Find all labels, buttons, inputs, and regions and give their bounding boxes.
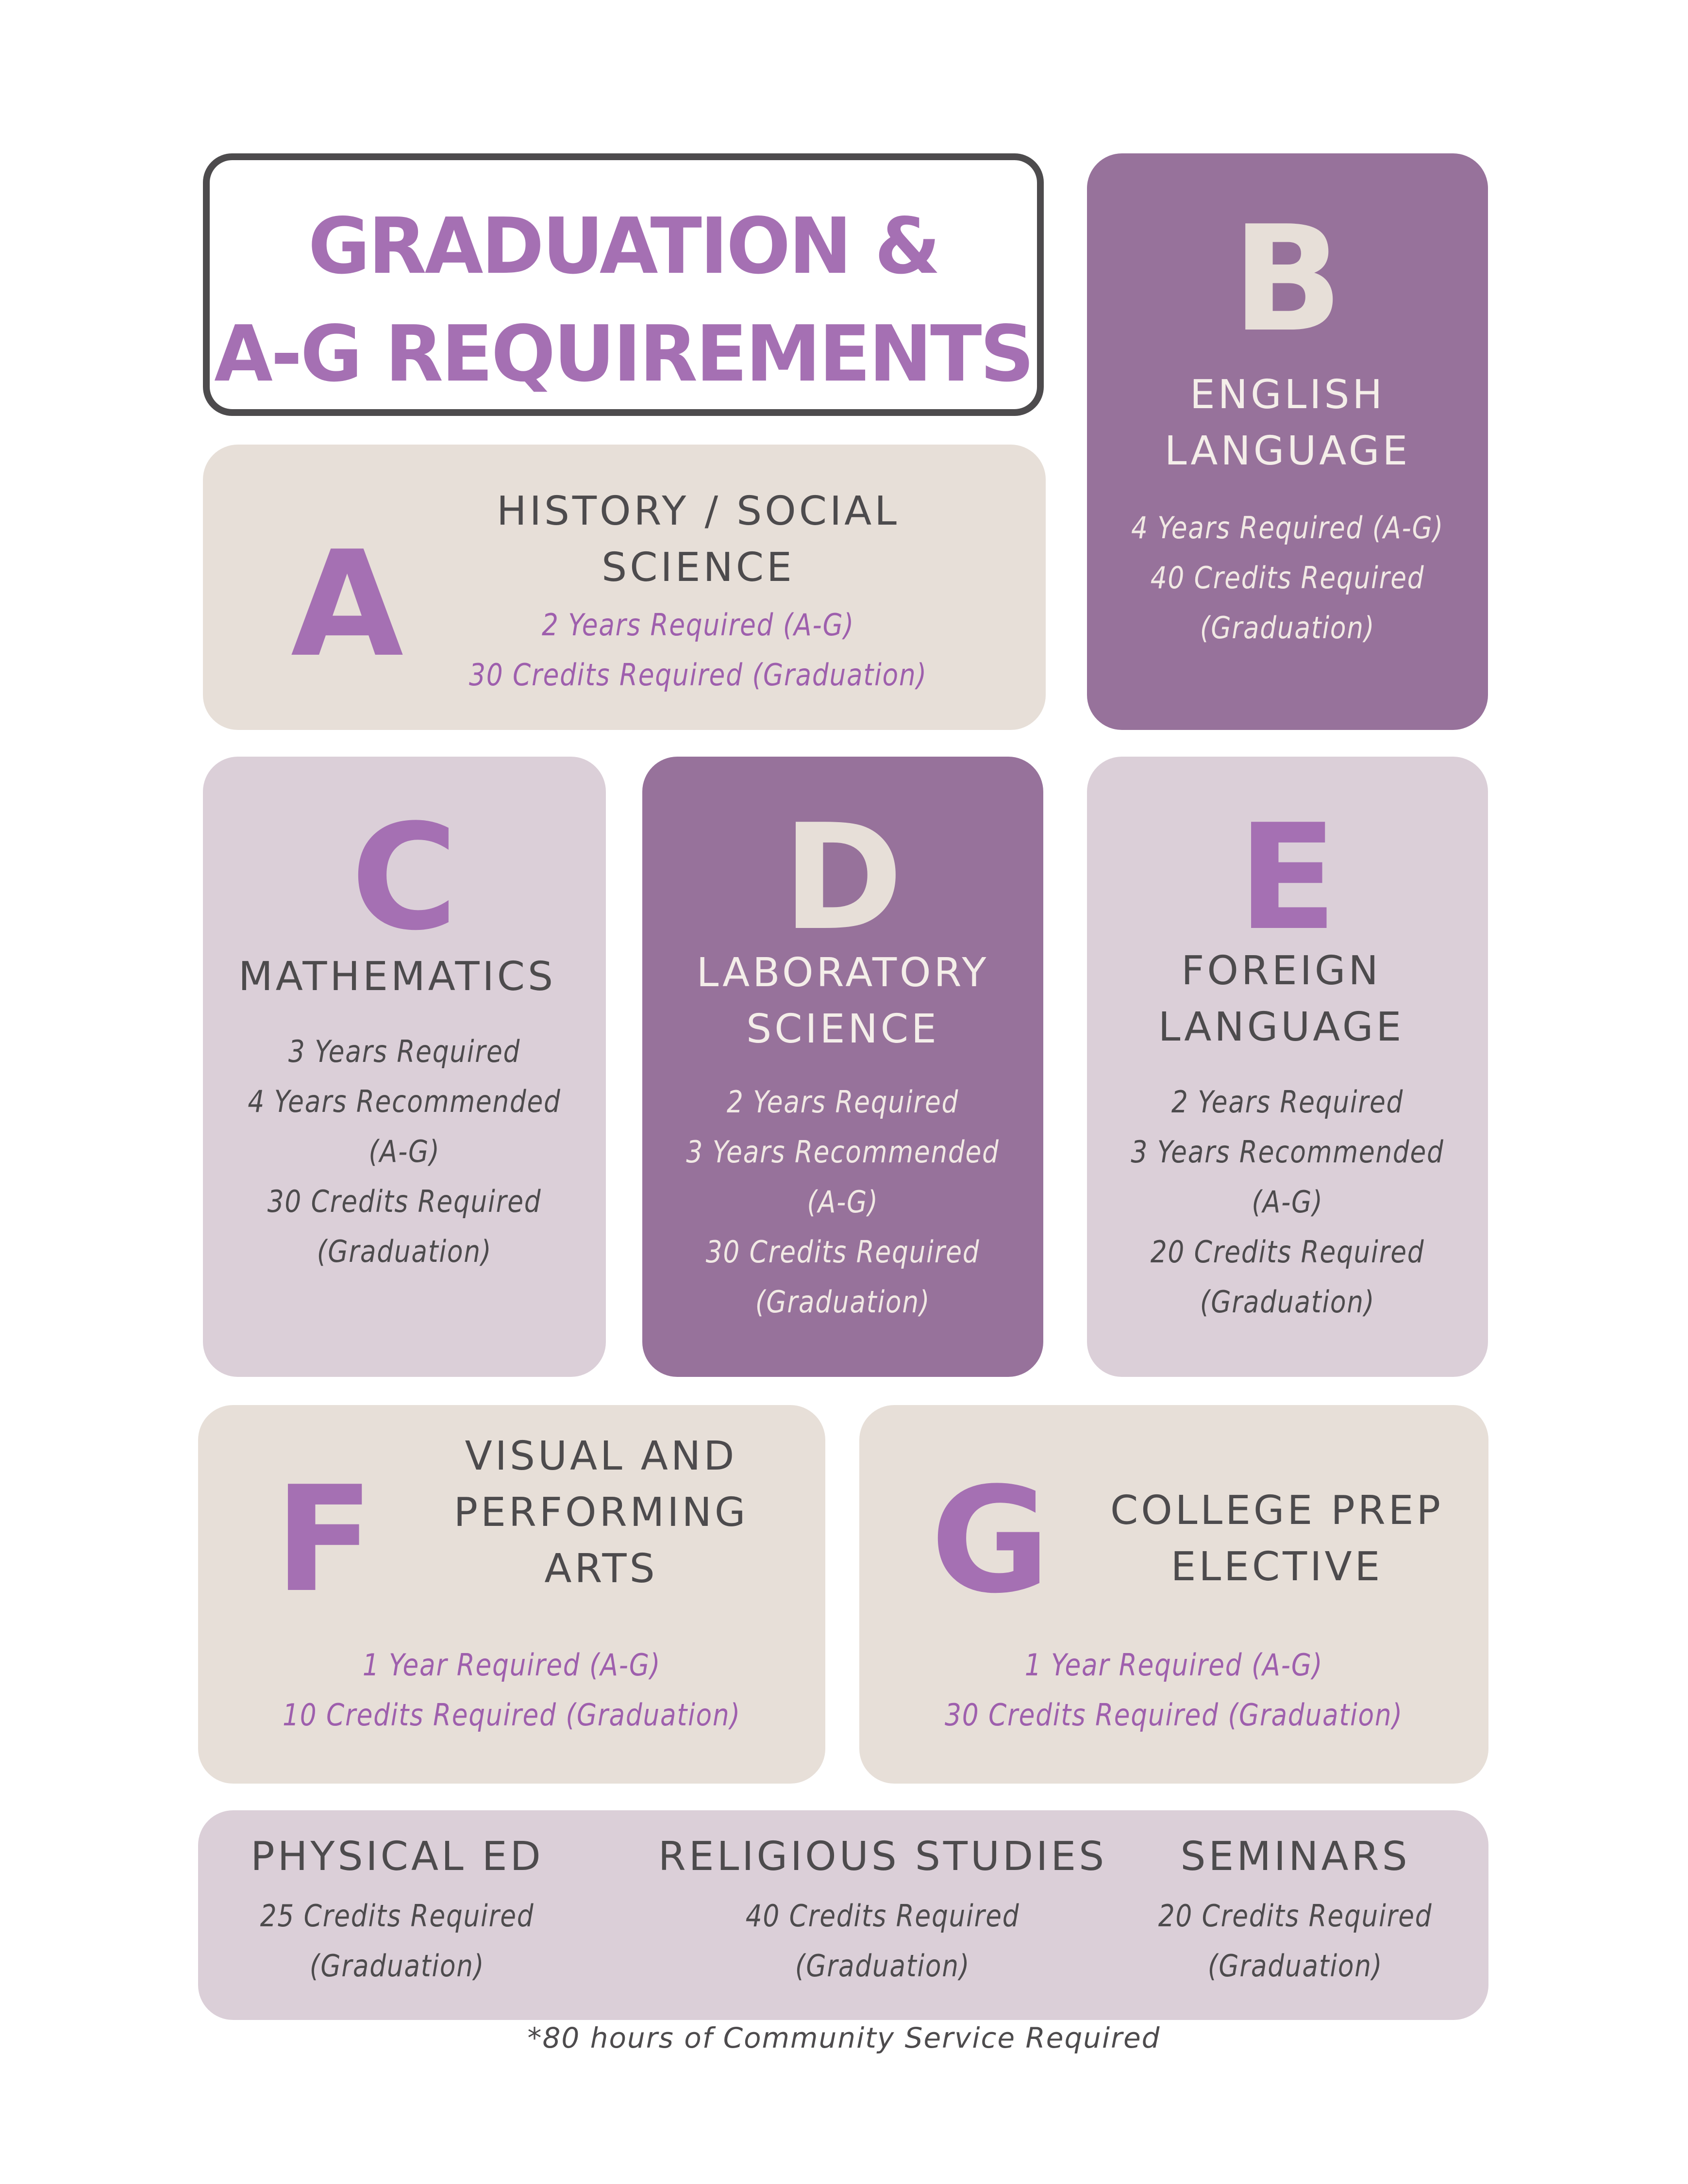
footnote: *80 hours of Community Service Required (527, 2021, 1161, 2054)
section-c-card (203, 757, 606, 1377)
section-g-letter: G (930, 1456, 1051, 1625)
section-b-details: 4 Years Required (A-G) 40 Credits Required (Graduation) (1131, 510, 1444, 645)
section-d-letter: D (782, 793, 903, 962)
section-e-heading: FOREIGN LANGUAGE (1158, 948, 1404, 1050)
other-requirements-card (198, 1810, 1488, 2020)
physical-ed-heading: PHYSICAL ED (251, 1834, 544, 1880)
page-title-line-1: GRADUATION & (308, 201, 939, 291)
section-d-details: 2 Years Required 3 Years Recommended (A-G) 30 Credits Required (Graduation) (686, 1084, 1000, 1320)
section-d-card (642, 757, 1043, 1377)
section-c-details: 3 Years Required 4 Years Recommended (A-G) 30 Credits Required (Graduation) (248, 1034, 561, 1269)
section-f-heading: VISUAL AND PERFORMING ARTS (453, 1433, 749, 1592)
section-a-letter: A (290, 520, 404, 689)
page-title-line-2: A-G REQUIREMENTS (214, 309, 1033, 399)
section-f-letter: F (274, 1455, 374, 1624)
section-b-letter: B (1232, 195, 1343, 364)
section-d-heading: LABORATORY SCIENCE (696, 950, 989, 1052)
section-c-heading: MATHEMATICS (238, 954, 556, 1000)
section-b-heading: ENGLISH LANGUAGE (1164, 372, 1411, 474)
section-a-card (203, 445, 1046, 730)
title-box (203, 153, 1044, 416)
section-g-details: 1 Year Required (A-G) 30 Credits Required (Graduation) (945, 1647, 1403, 1733)
section-c-letter: C (351, 793, 458, 962)
seminars-heading: SEMINARS (1180, 1834, 1410, 1880)
religious-studies-details: 40 Credits Required (Graduation) (745, 1898, 1020, 1984)
physical-ed-details: 25 Credits Required (Graduation) (260, 1898, 535, 1984)
section-g-heading: COLLEGE PREP ELECTIVE (1110, 1488, 1444, 1590)
section-e-details: 2 Years Required 3 Years Recommended (A-G) 20 Credits Required (Graduation) (1131, 1084, 1444, 1320)
section-a-details: 2 Years Required (A-G) 30 Credits Required (Graduation) (469, 607, 927, 693)
religious-studies-heading: RELIGIOUS STUDIES (658, 1834, 1107, 1880)
section-g-card (859, 1405, 1488, 1784)
section-e-card (1087, 757, 1488, 1377)
section-a-heading: HISTORY / SOCIAL SCIENCE (497, 488, 900, 591)
section-f-details: 1 Year Required (A-G) 10 Credits Required (Graduation) (283, 1647, 741, 1733)
section-b-card (1087, 153, 1488, 730)
section-e-letter: E (1237, 793, 1337, 962)
seminars-details: 20 Credits Required (Graduation) (1158, 1898, 1433, 1984)
section-f-card (198, 1405, 825, 1784)
